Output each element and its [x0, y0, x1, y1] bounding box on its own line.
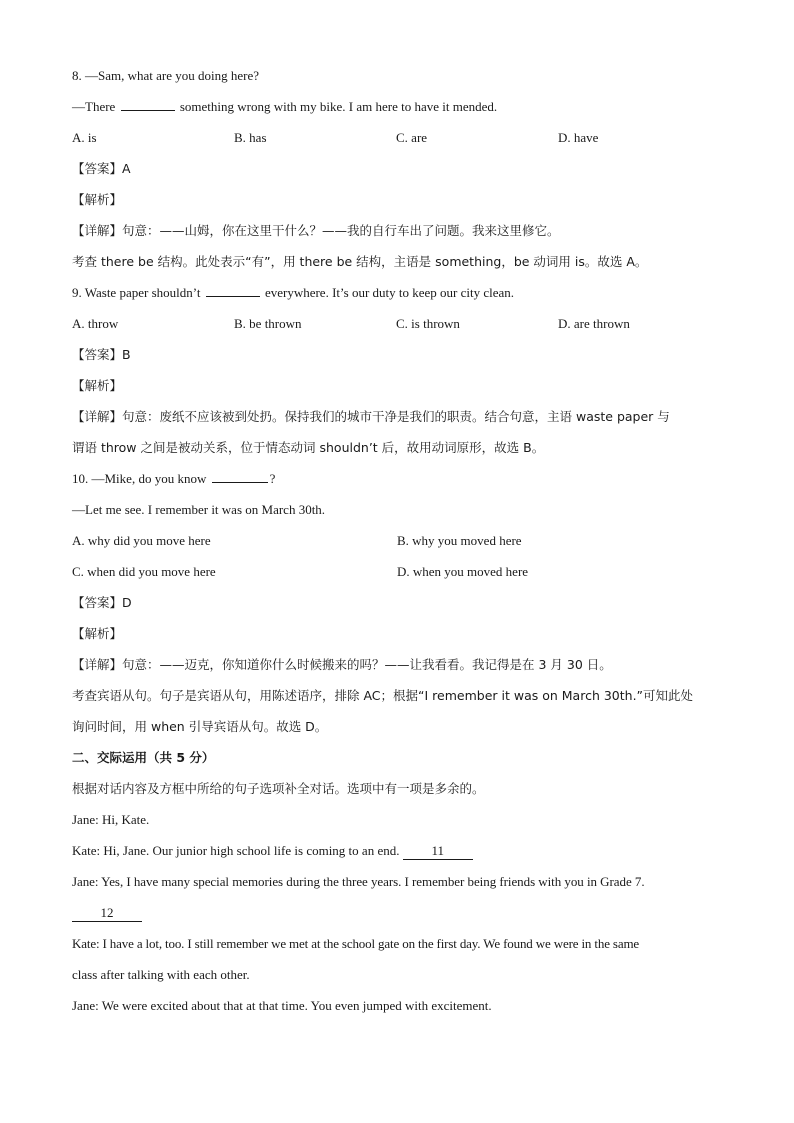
- detail-tag: 【详解】: [72, 223, 123, 238]
- q10-option-b: B. why you moved here: [397, 533, 522, 548]
- section-instruction: 根据对话内容及方框中所给的句子选项补全对话。选项中有一项是多余的。: [72, 781, 485, 796]
- answer-tag: 【答案】: [72, 347, 123, 362]
- document-page: [72, 64, 724, 1025]
- q10-option-c: C. when did you move here: [72, 564, 216, 579]
- q10-stem: [72, 467, 724, 498]
- dialogue-line-5: class after talking with each other.: [72, 967, 250, 982]
- q9-option-d: D. are thrown: [558, 316, 630, 331]
- q10-reply: —Let me see. I remember it was on March 30th.: [72, 502, 326, 517]
- detail-tag: 【详解】: [72, 657, 123, 672]
- q9-stem-end: everywhere. It’s our duty to keep our city clean.: [264, 285, 515, 300]
- q8-answer: [72, 157, 724, 188]
- q8-option-a: A. is: [72, 130, 97, 145]
- q9-stem-start: 9. Waste paper shouldn’t: [72, 285, 201, 300]
- section-title: 二、交际运用（共 5 分）: [72, 750, 215, 765]
- q8-reply-start: —There: [72, 99, 116, 114]
- q9-answer-value: B: [122, 347, 131, 362]
- q9-answer-blank: [206, 282, 260, 297]
- q10-option-a: A. why did you move here: [72, 533, 211, 548]
- q10-options-row-2: [72, 560, 724, 591]
- q8-stem: 8. —Sam, what are you doing here?: [72, 68, 260, 83]
- dialogue-line-6: Jane: We were excited about that at that time. You even jumped with excitement.: [72, 998, 492, 1013]
- q8-reply: [72, 95, 724, 126]
- q8-option-d: D. have: [558, 130, 599, 145]
- q10-answer-value: D: [122, 595, 132, 610]
- q10-stem-end: ?: [269, 471, 276, 486]
- q10-answer: [72, 591, 724, 622]
- answer-tag: 【答案】: [72, 161, 123, 176]
- q10-detail-3: 询问时间，用 when 引导宾语从句。故选 D。: [72, 719, 328, 734]
- q10-option-d: D. when you moved here: [397, 564, 529, 579]
- q10-options-row-1: [72, 529, 724, 560]
- q9-stem: [72, 281, 724, 312]
- q8-answer-blank: [121, 96, 175, 111]
- q8-analysis-tag: 【解析】: [72, 192, 123, 207]
- q8-options: [72, 126, 724, 157]
- q8-answer-value: A: [122, 161, 131, 176]
- q9-detail-text: 句意：废纸不应该被到处扔。保持我们的城市干净是我们的职责。结合句意，主语 waste paper 与: [122, 409, 670, 424]
- q8-option-c: C. are: [396, 130, 428, 145]
- q8-detail: [72, 219, 724, 250]
- q9-option-c: C. is thrown: [396, 316, 460, 331]
- q9-option-a: A. throw: [72, 316, 119, 331]
- dialogue-line-1: Jane: Hi, Kate.: [72, 812, 150, 827]
- q10-detail: [72, 653, 724, 684]
- q9-detail: [72, 405, 724, 436]
- q9-detail-2: 谓语 throw 之间是被动关系，位于情态动词 shouldn’t 后，故用动词原形，故选 B。: [72, 440, 545, 455]
- q8-option-b: B. has: [234, 130, 267, 145]
- q8-detail-text: 句意：——山姆，你在这里干什么？——我的自行车出了问题。我来这里修它。: [122, 223, 560, 238]
- detail-tag: 【详解】: [72, 409, 123, 424]
- q9-analysis-tag: 【解析】: [72, 378, 123, 393]
- q10-analysis-tag: 【解析】: [72, 626, 123, 641]
- q10-detail-2: 考查宾语从句。句子是宾语从句，用陈述语序，排除 AC；根据“I remember it was on March 30th.”可知此处: [72, 688, 694, 703]
- dialogue-line-2: [72, 839, 724, 870]
- q9-answer: [72, 343, 724, 374]
- q10-detail-text: 句意：——迈克，你知道你什么时候搬来的吗？——让我看看。我记得是在 3 月 30 日。: [122, 657, 612, 672]
- q8-reply-end: something wrong with my bike. I am here to have it mended.: [179, 99, 498, 114]
- q9-option-b: B. be thrown: [234, 316, 302, 331]
- blank-12: 12: [72, 905, 142, 922]
- q10-stem-start: 10. —Mike, do you know: [72, 471, 207, 486]
- blank-11: 11: [403, 843, 473, 860]
- answer-tag: 【答案】: [72, 595, 123, 610]
- dialogue-line-3: Jane: Yes, I have many special memories during the three years. I remember being friends with you in Grade 7.: [72, 874, 645, 889]
- dialogue-blank-12-line: [72, 901, 724, 932]
- dialogue-line-2-text: Kate: Hi, Jane. Our junior high school life is coming to an end.: [72, 843, 400, 858]
- dialogue-line-4: Kate: I have a lot, too. I still remember we met at the school gate on the first day. We found we were in the same: [72, 936, 640, 951]
- q10-answer-blank: [212, 468, 268, 483]
- q9-options: [72, 312, 724, 343]
- q8-detail-2: 考查 there be 结构。此处表示“有”，用 there be 结构，主语是 something，be 动词用 is。故选 A。: [72, 254, 648, 269]
